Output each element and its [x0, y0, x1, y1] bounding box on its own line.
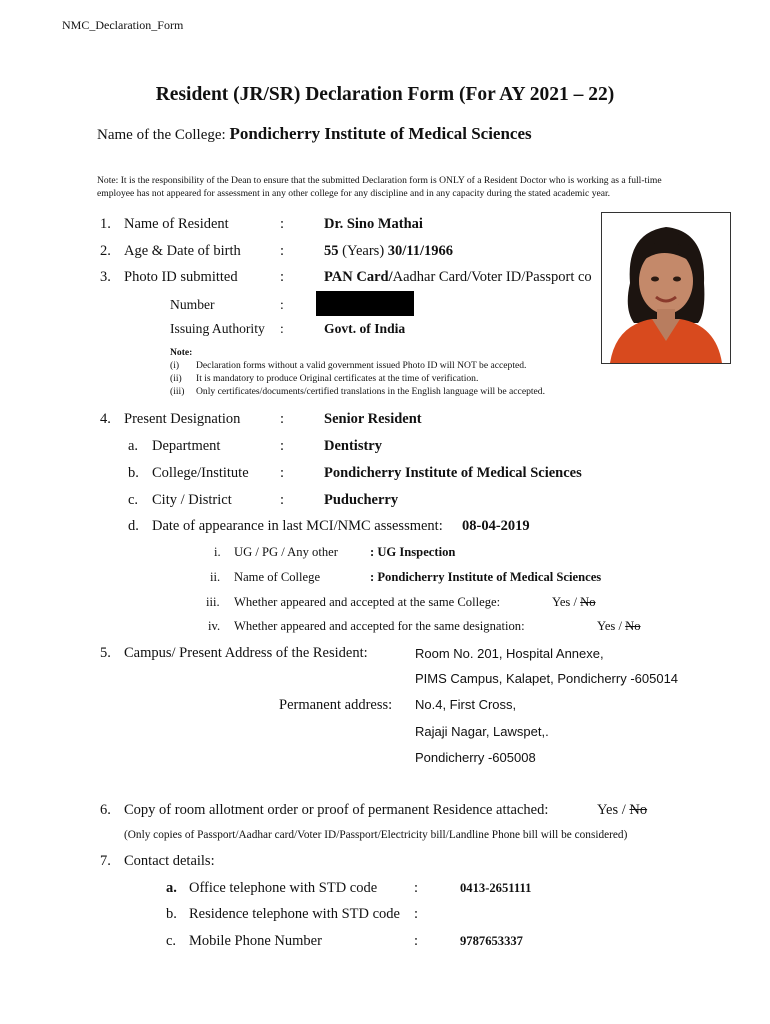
s4-number: 4. — [100, 411, 111, 427]
s3-colon: : — [280, 269, 285, 285]
s7a-number: a. — [166, 880, 177, 896]
s7c-number: c. — [166, 933, 177, 949]
resident-photo — [601, 212, 731, 364]
id-number-label: Number — [170, 297, 215, 312]
id-number-redacted — [316, 291, 414, 316]
city-colon: : — [280, 492, 285, 508]
s4b-number: b. — [128, 465, 139, 481]
s4d-number: d. — [128, 518, 139, 534]
same-college-label: Whether appeared and accepted at the same College: — [234, 595, 501, 609]
same-designation-no: No — [625, 619, 641, 633]
room-allotment-no: No — [629, 802, 648, 818]
photo-id-type — [324, 269, 600, 286]
room-allotment-yes: Yes / — [597, 802, 626, 818]
inspection-type-label: UG / PG / Any other — [234, 545, 338, 559]
s4diii-number: iii. — [206, 595, 220, 609]
office-phone-value: 0413-2651111 — [460, 881, 532, 895]
same-designation-label: Whether appeared and accepted for the same designation: — [234, 619, 525, 633]
issuing-authority-value: Govt. of India — [324, 321, 406, 336]
s1-label: Name of Resident — [124, 216, 229, 232]
institute-label: College/Institute — [152, 465, 249, 481]
id-note-item-text: It is mandatory to produce Original certificates at the time of verification. — [196, 373, 479, 384]
id-note-item-text: Declaration forms without a valid government issued Photo ID will NOT be accepted. — [196, 360, 527, 371]
inspection-type-value: : UG Inspection — [370, 545, 456, 559]
room-allotment-label: Copy of room allotment order or proof of permanent Residence attached: — [124, 802, 549, 818]
office-phone-colon: : — [414, 880, 419, 896]
s4a-number: a. — [128, 438, 139, 454]
assessment-college-value: : Pondicherry Institute of Medical Sciences — [370, 570, 602, 584]
dob-value: 30/11/1966 — [387, 243, 454, 259]
assessment-date-label: Date of appearance in last MCI/NMC assessment: — [152, 518, 443, 534]
same-designation-yes: Yes / — [597, 619, 622, 633]
assessment-college-label: Name of College — [234, 570, 321, 584]
mobile-phone-value: 9787653337 — [460, 934, 523, 948]
s3-label: Photo ID submitted — [124, 269, 238, 285]
s4dii-number: ii. — [210, 570, 221, 584]
residence-phone-colon: : — [414, 906, 419, 922]
city-value: Puducherry — [324, 492, 399, 508]
resident-name: Dr. Sino Mathai — [324, 216, 423, 232]
dean-note-label: Note — [97, 175, 116, 186]
resident-photo-icon — [602, 213, 730, 363]
permanent-address-line: Rajaji Nagar, Lawspet,. — [415, 724, 549, 739]
age-value: 55 — [324, 243, 339, 259]
s4di-number: i. — [214, 545, 221, 559]
s3-number: 3. — [100, 269, 111, 285]
issuing-authority-colon: : — [280, 321, 284, 336]
id-note-item-num: (i) — [170, 360, 180, 371]
photo-id-selected: PAN Card/ — [324, 269, 393, 285]
s6-number: 6. — [100, 802, 111, 818]
page-title: Resident (JR/SR) Declaration Form (For AY 2021 – 22) — [155, 84, 615, 105]
mobile-phone-colon: : — [414, 933, 419, 949]
s1-number: 1. — [100, 216, 111, 232]
s4-label: Present Designation — [124, 411, 241, 427]
s7-number: 7. — [100, 853, 111, 869]
room-allotment-answer — [597, 802, 647, 819]
permanent-address-line: Pondicherry -605008 — [415, 750, 536, 765]
institute-colon: : — [280, 465, 285, 481]
present-address-line: PIMS Campus, Kalapet, Pondicherry -605014 — [415, 671, 679, 686]
s1-colon: : — [280, 216, 285, 232]
age-unit: (Years) — [342, 243, 385, 259]
present-address-line: Room No. 201, Hospital Annexe, — [415, 646, 604, 661]
photo-id-others: Aadhar Card/Voter ID/Passport co — [392, 269, 592, 285]
department-label: Department — [152, 438, 221, 454]
dean-note — [97, 174, 697, 200]
institute-value: Pondicherry Institute of Medical Sciences — [324, 465, 582, 481]
age-dob — [324, 243, 453, 260]
proof-note: (Only copies of Passport/Aadhar card/Voter ID/Passport/Electricity bill/Landline Phone bill will be considered) — [124, 829, 628, 841]
department-value: Dentistry — [324, 438, 382, 454]
contact-details-label: Contact details: — [124, 853, 215, 869]
same-college-answer — [552, 595, 596, 610]
residence-phone-label: Residence telephone with STD code — [189, 906, 400, 922]
id-note-item-num: (iii) — [170, 386, 185, 397]
s5-number: 5. — [100, 645, 111, 661]
id-note-item-text: Only certificates/documents/certified translations in the English language will be accepted. — [196, 386, 545, 397]
s4-colon: : — [280, 411, 285, 427]
permanent-address-line: No.4, First Cross, — [415, 697, 517, 712]
id-note-item-num: (ii) — [170, 373, 182, 384]
assessment-date-value: 08-04-2019 — [462, 518, 530, 534]
mobile-phone-label: Mobile Phone Number — [189, 933, 322, 949]
s2-colon: : — [280, 243, 285, 259]
issuing-authority-label: Issuing Authority — [170, 321, 265, 336]
same-college-yes: Yes / — [552, 595, 577, 609]
department-colon: : — [280, 438, 285, 454]
permanent-address-label: Permanent address: — [279, 697, 393, 713]
city-label: City / District — [152, 492, 232, 508]
same-college-no: No — [580, 595, 596, 609]
college-line — [97, 124, 532, 144]
s4div-number: iv. — [208, 619, 221, 633]
college-label: Name of the College: — [97, 127, 226, 143]
present-address-label: Campus/ Present Address of the Resident: — [124, 645, 368, 661]
s2-number: 2. — [100, 243, 111, 259]
id-note-label: Note: — [170, 347, 193, 358]
college-name: Pondicherry Institute of Medical Sciences — [229, 124, 532, 143]
s4c-number: c. — [128, 492, 139, 508]
s7b-number: b. — [166, 906, 177, 922]
s2-label: Age & Date of birth — [124, 243, 241, 259]
same-designation-answer — [597, 619, 641, 634]
office-phone-label: Office telephone with STD code — [189, 880, 378, 896]
designation-value: Senior Resident — [324, 411, 422, 427]
document-label: NMC_Declaration_Form — [62, 18, 184, 32]
dean-note-text: : It is the responsibility of the Dean to ensure that the submitted Declaration form is ONLY of a Resident Doctor who is working as a full-time employee has not appeared for assessment in any other college for any discipline and in any capacity during the stated academic year. — [97, 175, 662, 199]
id-number-colon: : — [280, 297, 284, 312]
